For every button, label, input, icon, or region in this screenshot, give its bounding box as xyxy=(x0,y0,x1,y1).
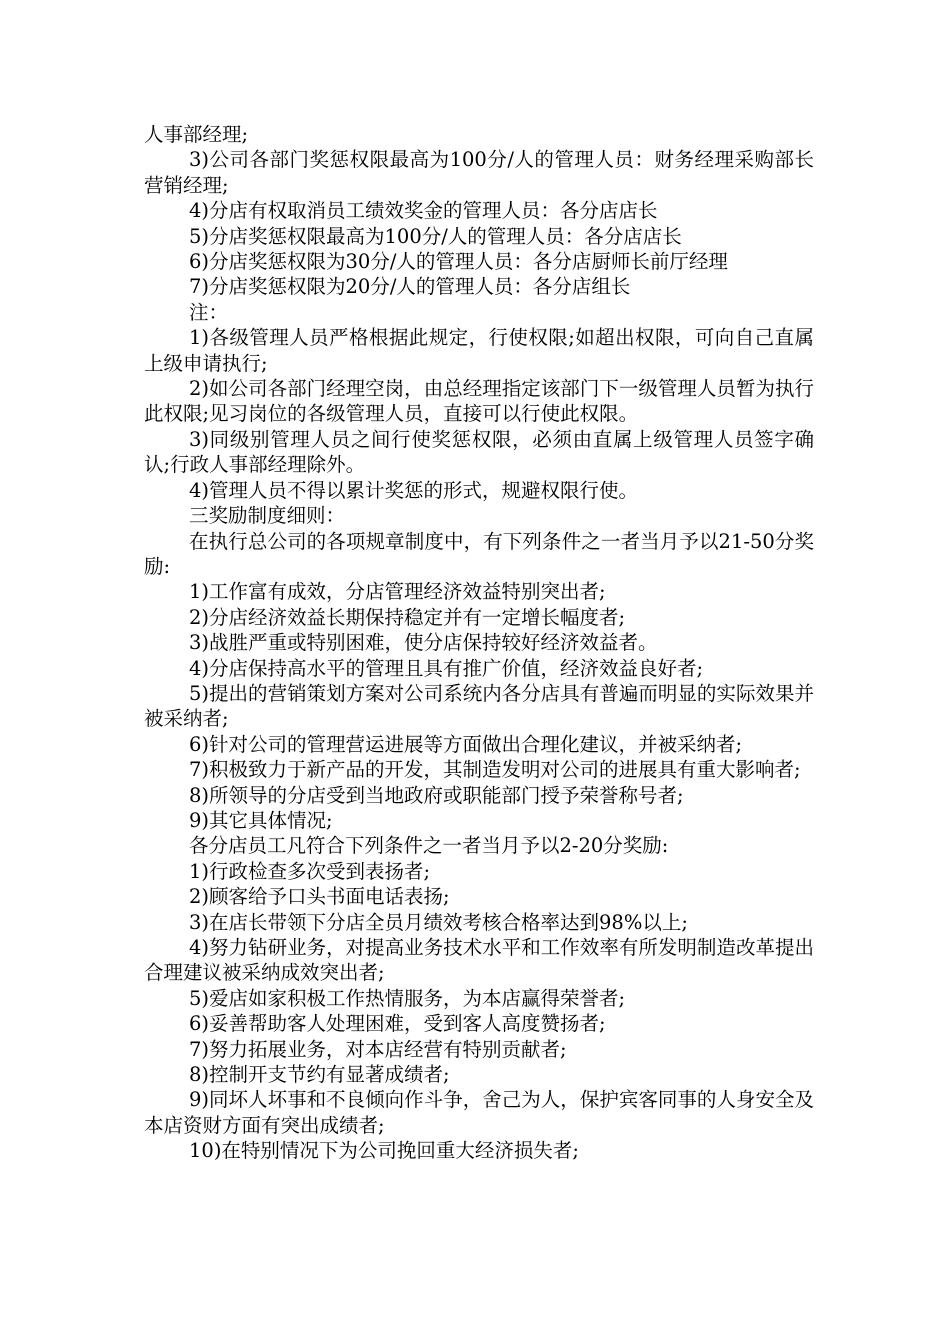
paragraph: 8)所领导的分店受到当地政府或职能部门授予荣誉称号者; xyxy=(189,783,684,807)
paragraph: 5)爱店如家积极工作热情服务，为本店赢得荣誉者; xyxy=(189,986,626,1010)
paragraph: 1)工作富有成效，分店管理经济效益特别突出者; xyxy=(189,580,606,604)
paragraph: 在执行总公司的各项规章制度中，有下列条件之一者当月予以21-50分奖励: xyxy=(144,529,814,578)
paragraph: 5)提出的营销策划方案对公司系统内各分店具有普遍而明显的实际效果并被采纳者; xyxy=(144,681,814,731)
paragraph: 1)行政检查多次受到表扬者; xyxy=(189,859,431,883)
paragraph: 10)在特别情况下为公司挽回重大经济损失者; xyxy=(189,1139,579,1163)
paragraph: 9)其它具体情况; xyxy=(189,808,333,832)
document-body xyxy=(144,122,814,1164)
paragraph: 3)同级别管理人员之间行使奖惩权限，必须由直属上级管理人员签字确认;行政人事部经理除外。 xyxy=(144,427,814,477)
paragraph: 三奖励制度细则： xyxy=(189,504,346,528)
paragraph: 4)分店保持高水平的管理且具有推广价值，经济效益良好者; xyxy=(189,656,704,680)
paragraph: 2)分店经济效益长期保持稳定并有一定增长幅度者; xyxy=(189,605,626,629)
paragraph: 2)顾客给予口头书面电话表扬; xyxy=(189,885,450,909)
paragraph: 7)努力拓展业务，对本店经营有特别贡献者; xyxy=(189,1037,567,1061)
paragraph: 6)分店奖惩权限为30分/人的管理人员：各分店厨师长前厅经理 xyxy=(189,250,728,274)
paragraph: 9)同坏人坏事和不良倾向作斗争，舍己为人，保护宾客同事的人身安全及本店资财方面有突出成绩者; xyxy=(144,1088,814,1137)
paragraph: 1)各级管理人员严格根据此规定，行使权限;如超出权限，可向自己直属上级申请执行; xyxy=(144,326,814,375)
paragraph: 2)如公司各部门经理空岗，由总经理指定该部门下一级管理人员暂为执行此权限;见习岗位的各级管理人员，直接可以行使此权限。 xyxy=(144,377,814,426)
paragraph: 7)积极致力于新产品的开发，其制造发明对公司的进展具有重大影响者; xyxy=(189,758,801,782)
paragraph: 6)妥善帮助客人处理困难，受到客人高度赞扬者; xyxy=(189,1012,606,1036)
paragraph: 3)公司各部门奖惩权限最高为100分/人的管理人员：财务经理采购部长营销经理; xyxy=(144,148,814,197)
paragraph: 各分店员工凡符合下列条件之一者当月予以2-20分奖励: xyxy=(189,834,669,858)
paragraph: 6)针对公司的管理营运进展等方面做出合理化建议，并被采纳者; xyxy=(189,732,743,756)
paragraph: 4)努力钻研业务，对提高业务技术水平和工作效率有所发明制造改革提出合理建议被采纳成效突出者; xyxy=(144,936,814,985)
paragraph: 人事部经理; xyxy=(144,123,249,146)
paragraph: 5)分店奖惩权限最高为100分/人的管理人员：各分店店长 xyxy=(189,224,682,248)
paragraph: 4)管理人员不得以累计奖惩的形式，规避权限行使。 xyxy=(189,478,639,502)
paragraph: 4)分店有权取消员工绩效奖金的管理人员：各分店店长 xyxy=(189,199,658,223)
paragraph: 3)战胜严重或特别困难，使分店保持较好经济效益者。 xyxy=(189,631,658,655)
paragraph: 注： xyxy=(189,300,229,324)
paragraph: 8)控制开支节约有显著成绩者; xyxy=(189,1063,450,1087)
paragraph: 7)分店奖惩权限为20分/人的管理人员：各分店组长 xyxy=(189,275,631,299)
paragraph: 3)在店长带领下分店全员月绩效考核合格率达到98%以上; xyxy=(189,910,688,934)
